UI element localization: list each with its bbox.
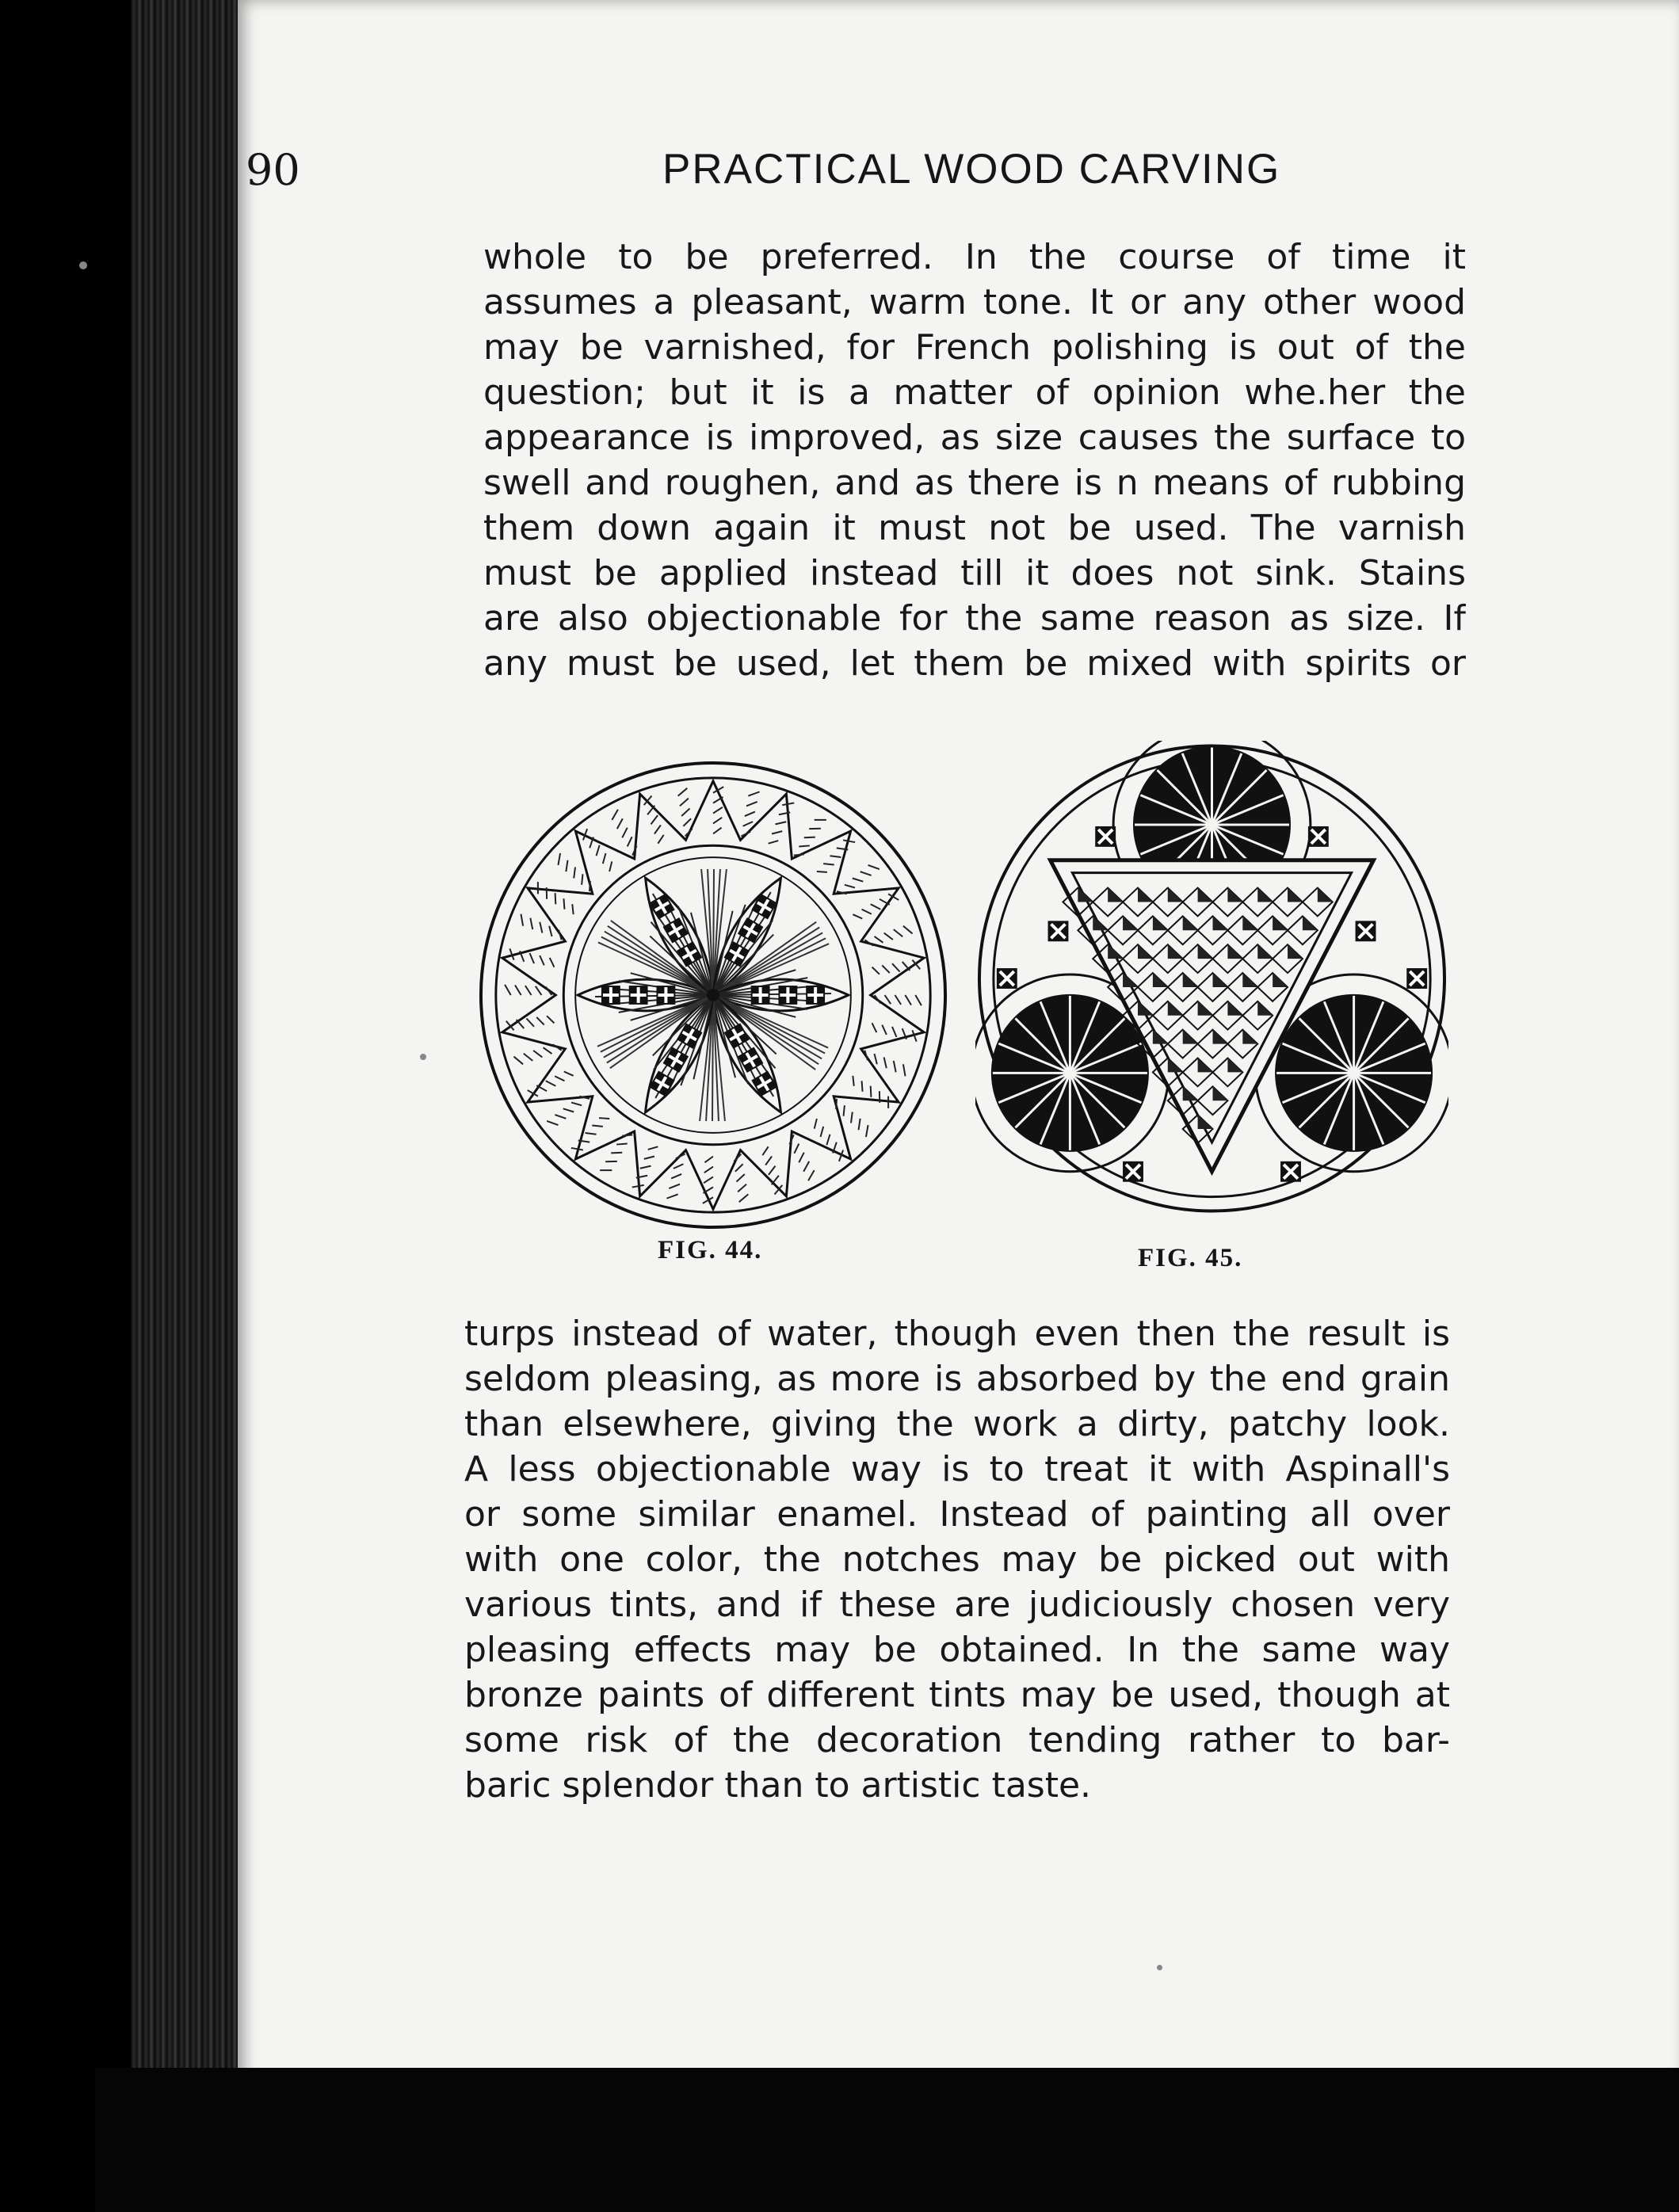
- figure-45-triangle-carving: [975, 741, 1448, 1216]
- text-line: bronze paints of different tints may be used, though at: [464, 1675, 1450, 1715]
- text-line: various tints, and if these are judiciously chosen very: [464, 1585, 1450, 1625]
- text-line: them down again it must not be used. The varnish: [483, 508, 1466, 548]
- dust-speck: [420, 1054, 426, 1060]
- text-line: or some similar enamel. Instead of painting all over: [464, 1494, 1450, 1535]
- text-line: any must be used, let them be mixed with spirits or: [483, 643, 1466, 684]
- text-line: than elsewhere, giving the work a dirty, patchy look.: [464, 1404, 1450, 1444]
- text-line: question; but it is a matter of opinion whe.her the: [483, 372, 1466, 413]
- text-line: seldom pleasing, as more is absorbed by the end grain: [464, 1359, 1450, 1399]
- paragraph-top: [483, 235, 1466, 686]
- dust-speck: [1157, 1965, 1162, 1970]
- book-page-edges: [131, 0, 238, 2099]
- text-line: swell and roughen, and as there is n means of rubbing: [483, 463, 1466, 503]
- figure-45-caption: FIG. 45.: [1138, 1244, 1243, 1272]
- figure-44-rosette-carving: [477, 759, 949, 1231]
- text-line: are also objectionable for the same reason as size. If: [483, 598, 1466, 639]
- text-line: with one color, the notches may be picked out with: [464, 1539, 1450, 1580]
- figure-44-caption: FIG. 44.: [658, 1236, 763, 1264]
- text-line: may be varnished, for French polishing is out of the: [483, 327, 1466, 368]
- text-line: baric splendor than to artistic taste.: [464, 1765, 1092, 1806]
- dust-speck: [79, 261, 87, 269]
- text-line: pleasing effects may be obtained. In the same way: [464, 1630, 1450, 1670]
- page-bottom-shadow: [95, 2068, 1679, 2212]
- text-line: assumes a pleasant, warm tone. It or any other wood: [483, 282, 1466, 322]
- page-number: 90: [246, 145, 300, 195]
- text-line: must be applied instead till it does not sink. Stains: [483, 553, 1466, 593]
- text-line: A less objectionable way is to treat it with Aspinall's: [464, 1449, 1450, 1489]
- text-line: whole to be preferred. In the course of time it: [483, 237, 1466, 277]
- text-line: turps instead of water, though even then the result is: [464, 1314, 1450, 1354]
- text-line: some risk of the decoration tending rather to bar-: [464, 1720, 1450, 1760]
- running-title: PRACTICAL WOOD CARVING: [662, 146, 1281, 193]
- text-line: appearance is improved, as size causes the surface to: [483, 418, 1466, 458]
- paragraph-bottom: [464, 1311, 1450, 1808]
